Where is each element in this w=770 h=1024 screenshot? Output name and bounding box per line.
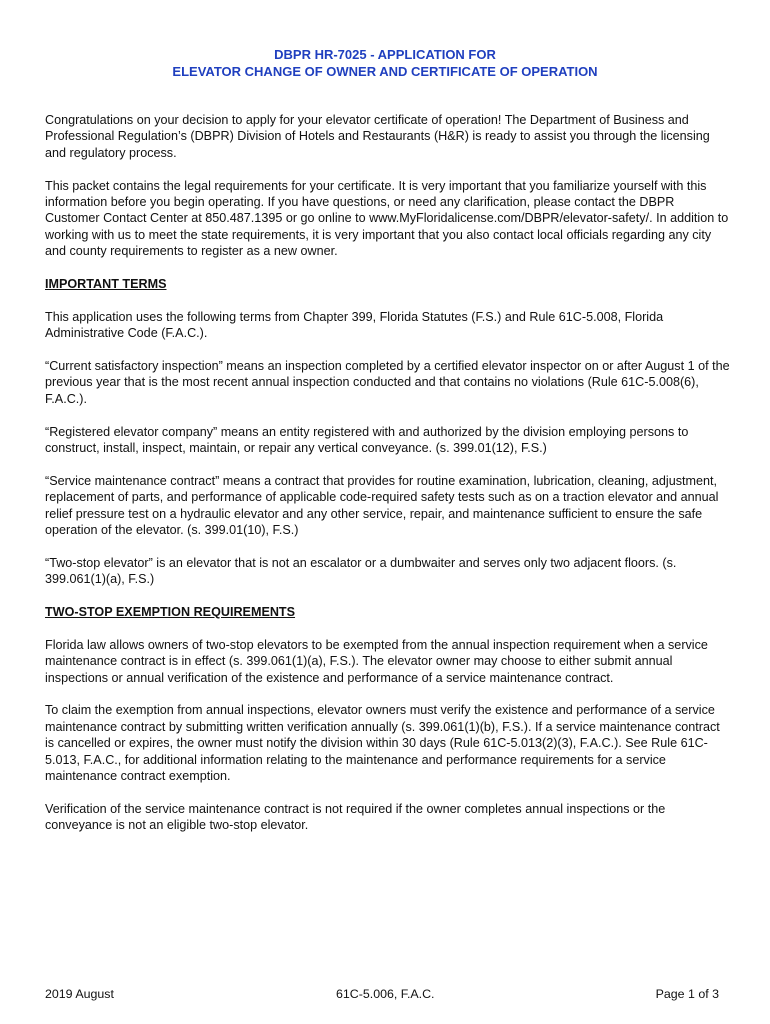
important-terms-heading: IMPORTANT TERMS	[45, 277, 167, 292]
intro-paragraph: This packet contains the legal requirements for your certificate. It is very important that you familiarize yourself with this information before you begin operating. If you have questions, or need any clarification, please contact the DBPR Customer Contact Center at 850.487.1395 or go online to www.MyFloridalicense.com/DBPR/elevator-safety/. In addition to working with us to meet the state requirements, it is very important that you also contact local officials regarding any city and county requirements to register as a new owner.	[45, 178, 729, 259]
two-stop-exemption-heading: TWO-STOP EXEMPTION REQUIREMENTS	[45, 605, 296, 620]
title-line-1: DBPR HR-7025 - APPLICATION FOR	[274, 47, 496, 62]
page-footer	[45, 986, 719, 1002]
term-definition: “Current satisfactory inspection” means an inspection completed by a certified elevator inspector on or after August 1 of the previous year that is the most recent annual inspection conducted and that contains no violations (Rule 61C-5.008(6), F.A.C.).	[45, 359, 730, 406]
exemption-paragraph: To claim the exemption from annual inspections, elevator owners must verify the existence and performance of a service maintenance contract by submitting written verification annually (s. 399.061(1)(b), F.S.). If a service maintenance contract is cancelled or expires, the owner must notify the division within 30 days (Rule 61C-5.013(2)(3), F.A.C.). See Rule 61C-5.013, F.A.C., for additional information relating to the maintenance and performance requirements for a service maintenance contract exemption.	[45, 703, 720, 784]
footer-rule-reference: 61C-5.006, F.A.C.	[336, 987, 435, 1001]
document-title	[0, 47, 770, 80]
title-line-2: ELEVATOR CHANGE OF OWNER AND CERTIFICATE OF OPERATION	[172, 63, 598, 79]
term-definition: “Two-stop elevator” is an elevator that is not an escalator or a dumbwaiter and serves only two adjacent floors. (s. 399.061(1)(a), F.S.)	[45, 555, 677, 587]
exemption-paragraph: Florida law allows owners of two-stop elevators to be exempted from the annual inspection requirement when a service maintenance contract is in effect (s. 399.061(1)(a), F.S.). The elevator owner may choose to either submit annual inspections or annual verification of the existence and performance of a service maintenance contract.	[45, 637, 708, 685]
footer-date: 2019 August	[45, 987, 114, 1001]
term-definition: “Registered elevator company” means an entity registered with and authorized by the division employing persons to construct, install, inspect, maintain, or repair any vertical conveyance. (s. 399.01(12), F.S.)	[45, 424, 689, 456]
footer-page-number: Page 1 of 3	[655, 987, 719, 1001]
terms-paragraph: This application uses the following terms from Chapter 399, Florida Statutes (F.S.) and Rule 61C-5.008, Florida Administrative Code (F.A.C.).	[45, 309, 664, 341]
term-definition: “Service maintenance contract” means a contract that provides for routine examination, lubrication, cleaning, adjustment, replacement of parts, and performance of applicable code-required safety tests such as on a traction elevator and annual relief pressure test on a hydraulic elevator and any other service, repair, and maintenance sufficient to ensure the safe operation of the elevator. (s. 399.01(10), F.S.)	[45, 473, 719, 538]
document-body	[45, 112, 731, 850]
intro-paragraph: Congratulations on your decision to apply for your elevator certificate of operation! The Department of Business and Professional Regulation’s (DBPR) Division of Hotels and Restaurants (H&R) is ready to assist you through the licensing and regulatory process.	[45, 113, 710, 160]
exemption-paragraph: Verification of the service maintenance contract is not required if the owner completes annual inspections or the conveyance is not an eligible two-stop elevator.	[45, 801, 666, 833]
